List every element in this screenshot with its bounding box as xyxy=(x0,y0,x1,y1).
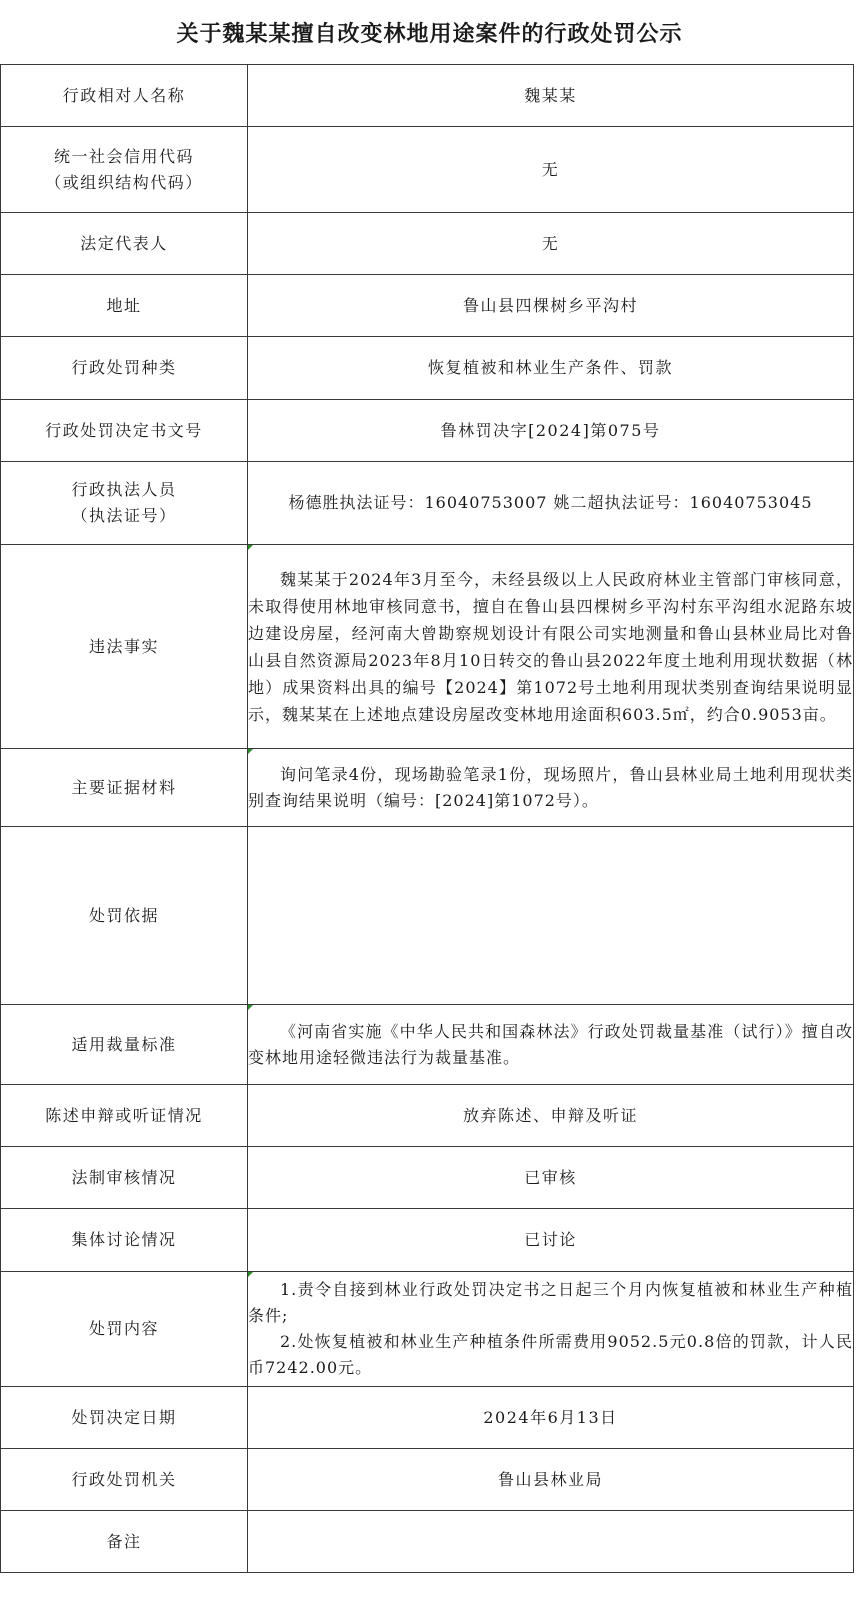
content-item-1: 1.责令自接到林业行政处罚决定书之日起三个月内恢复植被和林业生产种植条件; xyxy=(248,1280,853,1325)
party-name-label: 行政相对人名称 xyxy=(1,65,248,127)
row-penalty-type xyxy=(1,337,854,400)
party-name-value: 魏某某 xyxy=(248,65,854,127)
credit-code-value: 无 xyxy=(248,127,854,213)
basis-value xyxy=(248,827,854,1005)
standard-label: 适用裁量标准 xyxy=(1,1005,248,1085)
credit-code-label-line1: 统一社会信用代码 xyxy=(53,146,194,166)
page-title: 关于魏某某擅自改变林地用途案件的行政处罚公示 xyxy=(176,20,683,47)
row-address xyxy=(1,275,854,337)
facts-label: 违法事实 xyxy=(1,545,248,749)
statement-value: 放弃陈述、申辩及听证 xyxy=(248,1085,854,1147)
statement-label: 陈述申辩或听证情况 xyxy=(1,1085,248,1147)
facts-value: 魏某某于2024年3月至今，未经县级以上人民政府林业主管部门审核同意，未取得使用林地审核同意书，擅自在鲁山县四棵树乡平沟村东平沟组水泥路东坡边建设房屋，经河南大曾勘察规划设计有限公司实地测量和鲁山县林业局比对鲁山县自然资源局2023年8月10日转交的鲁山县2022年度土地利用现状数据（林地）成果资料出具的编号【2024】第1072号土地利用现状类别查询结果说明显示，魏某某在上述地点建设房屋改变林地用途面积603.5㎡，约合0.9053亩。 xyxy=(248,569,853,724)
collective-label: 集体讨论情况 xyxy=(1,1209,248,1272)
legal-rep-value: 无 xyxy=(248,213,854,275)
content-label: 处罚内容 xyxy=(1,1272,248,1387)
row-remarks xyxy=(1,1511,854,1573)
row-credit-code xyxy=(1,127,854,213)
row-decision-date xyxy=(1,1387,854,1449)
authority-value: 鲁山县林业局 xyxy=(248,1449,854,1511)
row-officers xyxy=(1,462,854,545)
address-value: 鲁山县四棵树乡平沟村 xyxy=(248,275,854,337)
content-item-2: 2.处恢复植被和林业生产种植条件所需费用9052.5元0.8倍的罚款，计人民币7242.00元。 xyxy=(248,1332,853,1377)
row-legal-review xyxy=(1,1147,854,1209)
decision-no-label: 行政处罚决定书文号 xyxy=(1,400,248,462)
legal-review-label: 法制审核情况 xyxy=(1,1147,248,1209)
credit-code-label xyxy=(1,127,248,213)
decision-date-label: 处罚决定日期 xyxy=(1,1387,248,1449)
row-decision-no xyxy=(1,400,854,462)
penalty-type-value: 恢复植被和林业生产条件、罚款 xyxy=(248,337,854,400)
facts-cell xyxy=(248,545,854,749)
officers-label-line2: （执法证号） xyxy=(71,506,177,525)
content-cell xyxy=(248,1272,854,1387)
legal-rep-label: 法定代表人 xyxy=(1,213,248,275)
cell-marker-icon xyxy=(248,1005,253,1010)
cell-marker-icon xyxy=(248,545,253,550)
standard-cell xyxy=(248,1005,854,1085)
address-label: 地址 xyxy=(1,275,248,337)
authority-label: 行政处罚机关 xyxy=(1,1449,248,1511)
basis-label: 处罚依据 xyxy=(1,827,248,1005)
row-statement xyxy=(1,1085,854,1147)
officers-value: 杨德胜执法证号：16040753007 姚二超执法证号：16040753045 xyxy=(248,462,854,545)
remarks-label: 备注 xyxy=(1,1511,248,1573)
row-evidence xyxy=(1,749,854,827)
penalty-info-table xyxy=(0,64,854,1573)
row-content xyxy=(1,1272,854,1387)
officers-label xyxy=(1,462,248,545)
cell-marker-icon xyxy=(248,749,253,754)
decision-no-value: 鲁林罚决字[2024]第075号 xyxy=(248,400,854,462)
row-collective xyxy=(1,1209,854,1272)
standard-value: 《河南省实施《中华人民共和国森林法》行政处罚裁量基准（试行）》擅自改变林地用途轻微违法行为裁量基准。 xyxy=(248,1021,853,1067)
legal-review-value: 已审核 xyxy=(248,1147,854,1209)
officers-label-line1: 行政执法人员 xyxy=(71,480,177,499)
evidence-label: 主要证据材料 xyxy=(1,749,248,827)
credit-code-label-line2: （或组织结构代码） xyxy=(45,172,203,192)
decision-date-value: 2024年6月13日 xyxy=(248,1387,854,1449)
row-legal-rep xyxy=(1,213,854,275)
remarks-value xyxy=(248,1511,854,1573)
row-party-name xyxy=(1,65,854,127)
row-facts xyxy=(1,545,854,749)
row-basis xyxy=(1,827,854,1005)
evidence-cell xyxy=(248,749,854,827)
collective-value: 已讨论 xyxy=(248,1209,854,1272)
row-authority xyxy=(1,1449,854,1511)
row-standard xyxy=(1,1005,854,1085)
evidence-value: 询问笔录4份，现场勘验笔录1份，现场照片，鲁山县林业局土地利用现状类别查询结果说明（编号：[2024]第1072号）。 xyxy=(248,764,853,810)
penalty-type-label: 行政处罚种类 xyxy=(1,337,248,400)
cell-marker-icon xyxy=(248,1272,253,1277)
